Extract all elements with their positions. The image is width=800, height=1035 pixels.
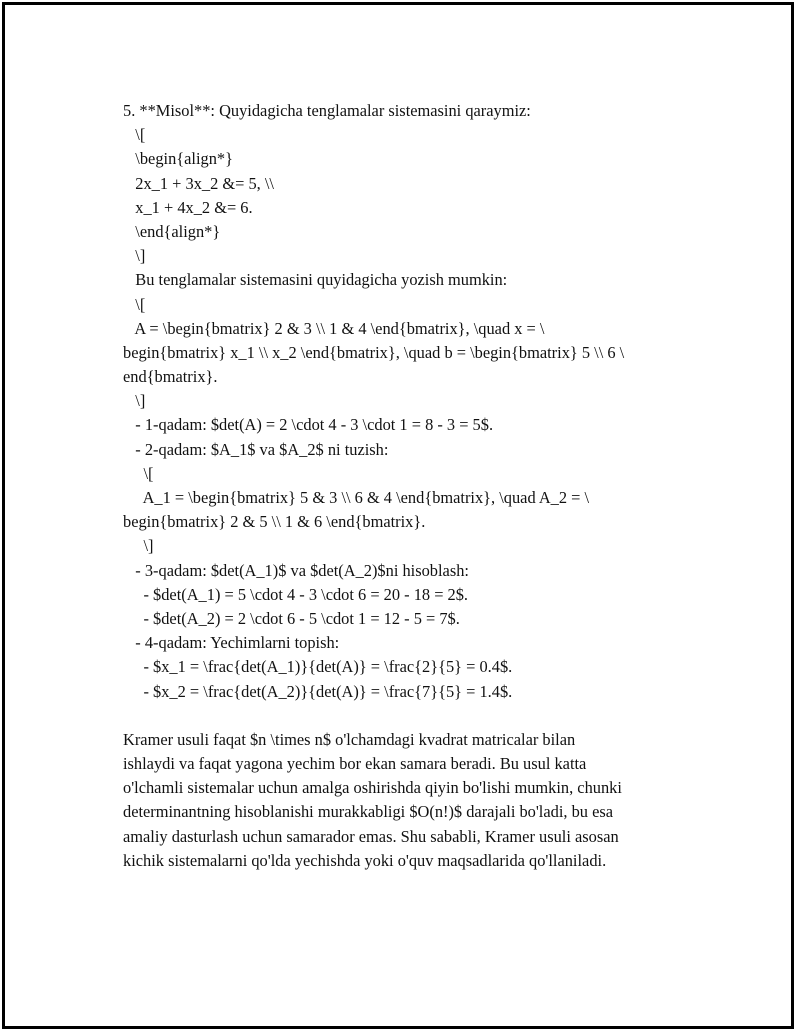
matrix-intro: Bu tenglamalar sistemasini quyidagicha yozish mumkin: [123,270,508,290]
conclusion-paragraph [123,728,683,873]
det-a2: - $det(A_2) = 2 \cdot 6 - 5 \cdot 1 = 12 - 5 = 7$. [123,608,460,628]
step-3: - 3-qadam: $det(A_1)$ va $det(A_2)$ni hisoblash: [123,560,469,580]
a1-a2-definition-line-1: A_1 = \begin{bmatrix} 5 & 3 \\ 6 & 4 \end{bmatrix}, \quad A_2 = \ [123,488,590,507]
math-close-bracket: \] [123,246,146,266]
conclusion-line: kichik sistemalarni qo'lda yechishda yoki o'quv maqsadlarida qo'llaniladi. [123,850,607,870]
conclusion-line: o'lchamli sistemalar uchun amalga oshirishda qiyin bo'lishi mumkin, chunki [123,778,622,798]
example-block [123,99,703,704]
align-end: \end{align*} [123,221,221,241]
step-4: - 4-qadam: Yechimlarni topish: [123,633,340,653]
matrix-definition-line-3: end{bmatrix}. [123,367,218,387]
conclusion-line: Kramer usuli faqat $n \times n$ o'lchamdagi kvadrat matricalar bilan [123,729,576,749]
solution-x2: - $x_2 = \frac{det(A_2)}{det(A)} = \frac{7}{5} = 1.4$. [123,681,513,701]
align-begin: \begin{align*} [123,149,233,169]
solution-x1: - $x_1 = \frac{det(A_1)}{det(A)} = \frac{2}{5} = 0.4$. [123,657,513,677]
conclusion-line: ishlaydi va faqat yagona yechim bor ekan samara beradi. Bu usul katta [123,754,587,774]
math-open-bracket: \[ [123,463,154,483]
matrix-definition-line-1: A = \begin{bmatrix} 2 & 3 \\ 1 & 4 \end{bmatrix}, \quad x = \ [123,318,545,338]
math-close-bracket: \] [123,391,146,411]
equation-1: 2x_1 + 3x_2 &= 5, \\ [123,173,274,193]
conclusion-line: determinantning hisoblanishi murakkabligi $O(n!)$ darajali bo'ladi, bu esa [123,802,613,822]
step-2: - 2-qadam: $A_1$ va $A_2$ ni tuzish: [123,439,389,459]
page-frame [2,2,794,1029]
a1-a2-definition-line-2: begin{bmatrix} 2 & 5 \\ 1 & 6 \end{bmatrix}. [123,512,426,532]
document-body [123,99,703,873]
equation-2: x_1 + 4x_2 &= 6. [123,197,253,217]
math-open-bracket: \[ [123,125,146,145]
matrix-definition-line-2: begin{bmatrix} x_1 \\ x_2 \end{bmatrix}, \quad b = \begin{bmatrix} 5 \\ 6 \ [123,342,625,362]
math-close-bracket: \] [123,536,154,556]
det-a1: - $det(A_1) = 5 \cdot 4 - 3 \cdot 6 = 20 - 18 = 2$. [123,584,469,604]
example-heading: 5. **Misol**: Quyidagicha tenglamalar sistemasini qaraymiz: [123,101,531,120]
paragraph-spacer [123,704,703,728]
step-1: - 1-qadam: $det(A) = 2 \cdot 4 - 3 \cdot 1 = 8 - 3 = 5$. [123,415,494,435]
conclusion-line: amaliy dasturlash uchun samarador emas. Shu sababli, Kramer usuli asosan [123,826,619,846]
math-open-bracket: \[ [123,294,146,314]
